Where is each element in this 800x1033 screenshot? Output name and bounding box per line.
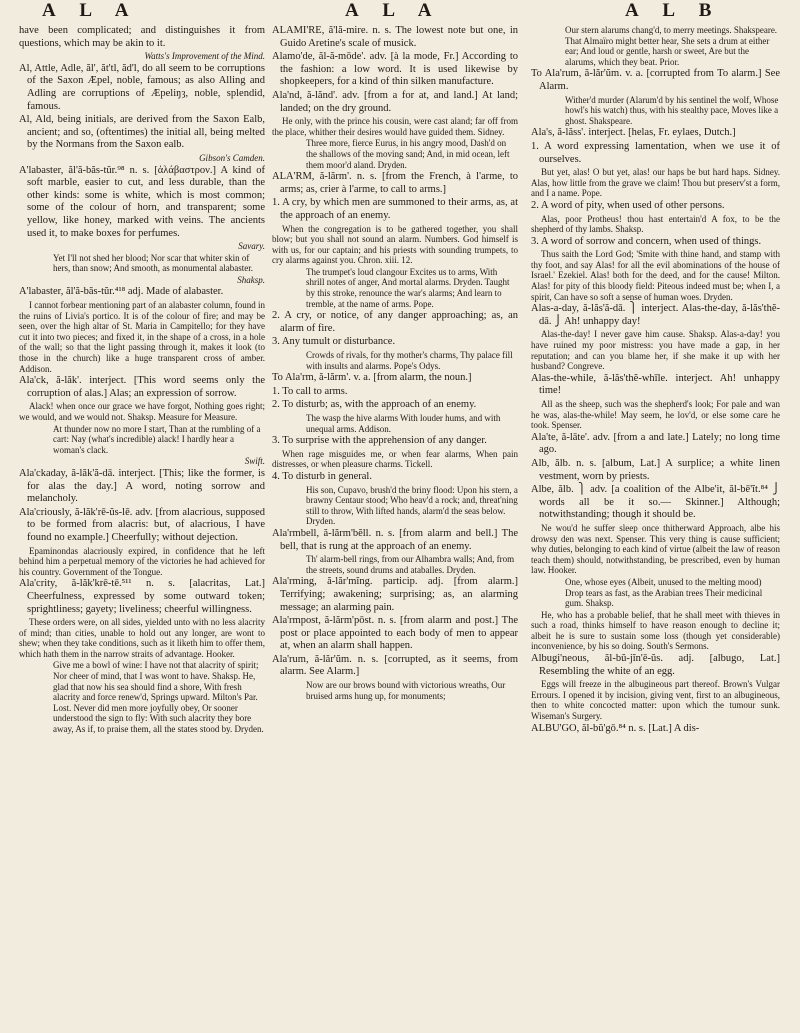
dictionary-entry: Ala'rum, ă-lăr'ŭm. n. s. [corrupted, as it seems, from alarm. See Alarm.] [272,653,518,678]
dictionary-entry: To Ala'rm, ă-lărm'. v. a. [from alarm, the noun.] [272,372,472,384]
citation-quote: But yet, alas! O but yet, alas! our haps be but hard haps. Sidney. Alas, how little from the grave we claim! Thou but preserv'st a form, and I a name. Pope. [531,167,780,199]
citation-quote: One, whose eyes (Albeit, unused to the melting mood) Drop tears as fast, as the Arabian trees Their medicinal gum. Shaksp. [565,576,763,609]
sense-definition: 1. A cry, by which men are summoned to their arms, as, at the approach of an enemy. [272,197,518,221]
citation-quote: Now are our brows bound with victorious wreaths, Our bruised arms hung up, for monuments; [306,680,506,701]
citation-quote: Th' alarm-bell rings, from our Alhambra walls; And, from the streets, sound drums and ataballes. Dryden. [306,554,515,575]
citation-quote: Alas-the-day! I never gave him cause. Shaksp. Alas-a-day! you have ruined my poor mistress: you have made a gap, in her reputation; and can you blame her, if she make it up with her husband? Congreve. [531,329,780,372]
dictionary-entry: ALA'RM, ă-lărm'. n. s. [from the French, à l'arme, to arms; as, crier à l'arme, to call to arms.] [272,171,518,195]
citation-quote: Three more, fierce Eurus, in his angry mood, Dash'd on the shallows of the moving sand; And, in mid ocean, left them moor'd aland. Dryden. [306,138,510,170]
citation-quote: Watts's Improvement of the Mind. [144,51,265,62]
citation-quote: Eggs will freeze in the albugineous part thereof. Brown's Vulgar Errours. I opened it by incision, giving vent, first to an albugineous, then to white concocted matter: upon which the tumour sunk. Wiseman's Surgery. [531,679,780,722]
citation-quote: Wither'd murder (Alarum'd by his sentinel the wolf, Whose howl's his watch) thus, with his stealthy pace, Moves like a ghost. Shakspeare. [565,94,779,126]
dictionary-entry: Ala's, ă-lăss'. interject. [helas, Fr. eylaes, Dutch.] [531,127,736,139]
sense-definition: 1. A word expressing lamentation, when we use it of ourselves. [531,140,780,165]
dictionary-entry: To Ala'rum, ă-lăr'ŭm. v. a. [corrupted from To alarm.] See Alarm. [531,68,780,92]
citation-quote: Swift. [244,456,265,467]
citation-quote: Our stern alarums chang'd, to merry meetings. Shakspeare. That Almaïro might better hear, She sets a drum at either ear; And loud or gentle, harsh or sweet, Are but the alarums, which they beat. Prior. [565,25,778,67]
dictionary-entry: Ala'rmbell, ă-lărm'bĕll. n. s. [from alarm and bell.] The bell, that is rung at the approach of an enemy. [272,527,518,552]
citation-quote: Alack! when once our grace we have forgot, Nothing goes right; we would, and we would not. Shaksp. Measure for Measure. [19,401,265,422]
dictionary-entry: Albugi'neous, ăl-bŭ-jĭn'ē-ŭs. adj. [albugo, Lat.] Resembling the white of an egg. [531,653,780,677]
running-head [10,0,790,26]
citation-quote: Ne wou'd he suffer sleep once thitherward Approach, albe his drowsy den was next. Spenser. This very thing is cause sufficient; why duties, belonging to each kind of virtue (albeit the law of reason teach them) should, notwithstanding, be prescribed, even by human law. Hooker. [531,522,780,576]
sense-definition: 4. To disturb in general. [272,470,372,482]
citation-quote: Shaksp. [237,274,265,285]
dictionary-entry: Ala'rming, ă-lăr'mĭng. particip. adj. [from alarm.] Terrifying; awakening; surprising; as, an alarming message; an alarming pain. [272,576,518,613]
sense-definition: 3. Any tumult or disturbance. [272,336,396,348]
sense-definition: 2. To disturb; as, with the approach of an enemy. [272,399,477,411]
sense-definition: 3. A word of sorrow and concern, when used of things. [531,235,762,247]
dictionary-entry: A'labaster, ăl'ă-băs-tŭr.⁹⁸ n. s. [ἀλάβαστρον.] A kind of soft marble, easier to cut, and less durable, than the other kinds: some is white, which is most common; some of the colour of horn, and transparent; some yellow, like honey, marked with veins. The ancients used it, to make boxes for perfumes. [19,164,265,239]
dictionary-entry: Ala'criously, ă-lăk'rē-ŭs-lē. adv. [from alacrious, supposed to be formed from alacris: but, of alacrious, I have found no example.] Cheerfully; without dejection. [19,506,265,543]
citation-quote: All as the sheep, such was the shepherd's look; For pale and wan he was, alas-the-while! May seem, he lov'd, or else some care he took. Spenser. [531,399,780,431]
citation-quote: The trumpet's loud clangour Excites us to arms, With shrill notes of anger, And mortal alarms. Dryden. Taught by this stroke, renounce the war's alarms; And learn to tremble, at the name of arms. Pope. [306,266,510,309]
dictionary-entry: Ala'ckaday, ă-lăk'ă-dā. interject. [This; like the former, is for alas the day.] A word, noting sorrow and melancholy. [19,467,265,505]
dictionary-entry: ALAMI'RE, ă'lă-mire. n. s. The lowest note but one, in Guido Aretine's scale of musick. [272,25,518,49]
citation-quote: The wasp the hive alarms With louder hums, and with unequal arms. Addison. [306,413,501,434]
citation-quote: Savary. [238,241,265,252]
dictionary-entry: Alamo'de, ăl-ă-mōde'. adv. [à la mode, Fr.] According to the fashion: a low word. It is used likewise by shopkeepers, for a kind of thin silken manufacture. [272,51,518,88]
sense-definition: 2. A word of pity, when used of other persons. [531,199,725,211]
citation-quote: Crowds of rivals, for thy mother's charms, Thy palace fill with insults and alarms. Pope's Odys. [306,350,513,371]
dictionary-entry: ALBU'GO, ăl-bŭ'gō.⁸⁴ n. s. [Lat.] A dis- [531,722,700,734]
citation-quote: I cannot forbear mentioning part of an alabaster column, found in the ruins of Livia's portico. It is of the colour of fire; and may be seen, over the high altar of St. Maria in Campitello; for they have cut it into two pieces; and fixed it, in the shape of a cross, in a hole of the wall; so that the light passing through it, makes it look (to those in the church) like a huge transparent cross of amber. Addison. [19,300,265,374]
dictionary-entry: Alb, ălb. n. s. [album, Lat.] A surplice; a white linen vestment, worn by priests. [531,457,780,482]
citation-quote: Epaminondas alacriously expired, in confidence that he left behind him a perpetual memory of the victories he had achieved for his country. Government of the Tongue. [19,545,265,577]
dictionary-entry: Ala'ck, ă-lăk'. interject. [This word seems only the corruption of alas.] Alas; an expression of sorrow. [19,375,265,399]
citation-quote: Give me a bowl of wine: I have not that alacrity of spirit; Nor cheer of mind, that I was wont to have. Shaksp. He, glad that now his sea should find a shore, With fresh alacrity and force renew'd, Springs upward. Milton's Par. Lost. Never did men more joyfully obey, Or sooner understood the sign to fly: With such alacrity they bore away, As if, to praise them, all the states stood by. Dryden. [53,660,264,735]
sense-definition: 3. To surprise with the apprehension of any danger. [272,435,487,447]
citation-quote: His son, Cupavo, brush'd the briny flood: Upon his stern, a brawny Centaur stood; Who heav'd a rock; and, threat'ning still to throw, With lifted hands, alarm'd the seas below. Dryden. [306,484,518,527]
running-head-right: A L B [625,0,722,21]
column-right [531,25,780,1025]
column-middle [272,25,518,1025]
dictionary-entry: Al, Attle, Adle, ăl', ăt'tl, ăd'l, do all seem to be corruptions of the Saxon Æpel, noble, famous; as also Alling and Adling are corruptions of Æpeliŋȝ, noble, splendid, famous. [19,62,265,112]
dictionary-entry: Ala'nd, ă-lănd'. adv. [from a for at, and land.] At land; landed; on the dry ground. [272,89,518,114]
running-head-left: A L A [42,0,139,21]
dictionary-entry: Ala'rmpost, ă-lărm'pōst. n. s. [from alarm and post.] The post or place appointed to each body of men to appear at, when an alarm shall happen. [272,615,518,652]
dictionary-entry: A'labaster, ăl'ă-băs-tŭr.⁴¹⁸ adj. Made of alabaster. [19,286,224,298]
citation-quote: When the congregation is to be gathered together, you shall blow; but you shall not sound an alarm. Numbers. God himself is with us, for our captain; and his priests with sounding trumpets, to cry alarms against you. Chron. xiii. 12. [272,223,518,266]
citation-quote: Gibson's Camden. [199,152,265,163]
citation-quote: Alas, poor Protheus! thou hast entertain'd A fox, to be the shepherd of thy lambs. Shaksp. [531,213,780,235]
citation-quote: He, who has a probable belief, that he shall meet with thieves in such a road, thinks himself to have reason enough to decline it; albeit he is sure to sustain some loss (though yet considerable) inconvenience, by his so doing. South's Sermons. [531,609,780,652]
sense-definition: 1. To call to arms. [272,385,348,397]
sense-definition: 2. A cry, or notice, of any danger approaching; as, an alarm of fire. [272,310,518,334]
citation-quote: These orders were, on all sides, yielded unto with no less alacrity of mind; than cities, unable to hold out any longer, are wont to shew; when they take conditions, such as it liketh him to offer them, which hath them in the narrow straits of advantage. Hooker. [19,617,265,659]
dictionary-entry: Albe, ălb. ⎫ adv. [a coalition of the Albe'it, ăl-bē'ĭt.⁸⁴ ⎭ words all be it so.— Skinner.] Although; notwithstanding; though it should be. [531,484,780,521]
dictionary-entry: Alas-a-day, ă-lăs'ă-dā. ⎫ interject. Alas-the-day, ă-lăs'thĕ-dā. ⎭ Ah! unhappy day! [531,303,780,327]
citation-quote: Yet I'll not shed her blood; Nor scar that whiter skin of hers, than snow; And smooth, as monumental alabaster. [53,252,253,274]
citation-quote: At thunder now no more I start, Than at the rumbling of a cart: Nay (what's incredible) alack! I hardly hear a woman's clack. [53,423,261,455]
citation-quote: When rage misguides me, or when fear alarms, When pain distresses, or when pleasure charms. Tickell. [272,448,518,470]
citation-quote: He only, with the prince his cousin, were cast aland; far off from the place, whither their desires would have guided them. Sidney. [272,116,518,137]
dictionary-entry: Al, Ald, being initials, are derived from the Saxon Ealb, ancient; and so, (oftentimes) the initial all, being melted by the Normans from the Saxon ealb. [19,114,265,151]
running-head-center: A L A [345,0,442,21]
column-left [19,25,265,1025]
dictionary-entry: Ala'te, ă-lāte'. adv. [from a and late.] Lately; no long time ago. [531,431,780,456]
dictionary-entry: Ala'crity, ă-lăk'krē-tē.⁵¹¹ n. s. [alacritas, Lat.] Cheerfulness, expressed by some outward token; sprightliness; gayety; liveliness; cheerful willingness. [19,578,265,615]
citation-quote: Thus saith the Lord God; 'Smite with thine hand, and stamp with thy foot, and say Alas! for all the evil abominations of the house of Israel.' Ezekiel. Alas! both for the deed, and for the cause! Milton. Alas! for pity of this bloody field: Piteous indeed must be; when I, a spirit, Can have so soft a sense of human woes. Dryden. [531,249,780,302]
citation-quote: have been complicated; and distinguishes it from questions, which may be akin to it. [19,25,265,49]
dictionary-entry: Alas-the-while, ă-lăs'thĕ-whīle. interject. Ah! unhappy time! [531,372,780,397]
